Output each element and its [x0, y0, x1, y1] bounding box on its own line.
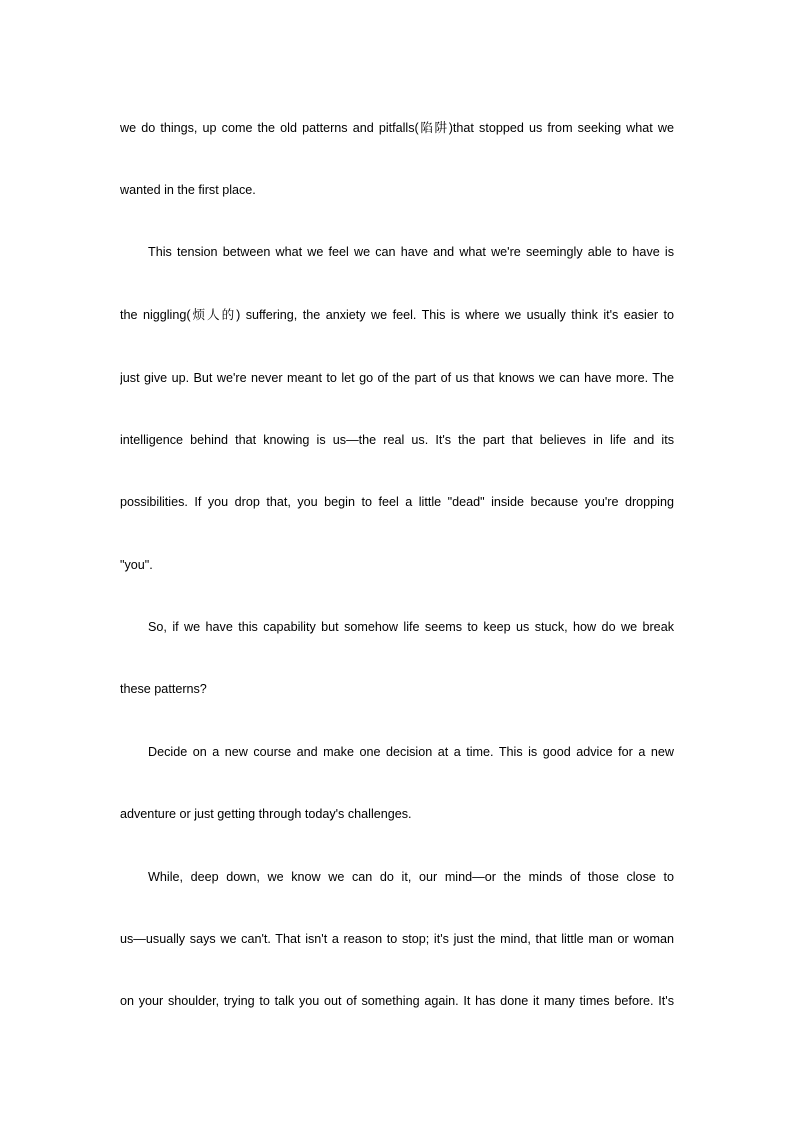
text-line-9: So, if we have this capability but somehow life seems to keep us stuck, how do we break: [148, 620, 674, 634]
text-line-4: the niggling(烦人的) suffering, the anxiety we feel. This is where we usually think it's easier to: [120, 308, 674, 322]
text-line-12: adventure or just getting through today's challenges.: [120, 807, 412, 821]
text-line-13: While, deep down, we know we can do it, our mind—or the minds of those close to: [148, 870, 674, 884]
text-line-3: This tension between what we feel we can have and what we're seemingly able to have is: [148, 245, 674, 259]
text-line-14: us—usually says we can't. That isn't a reason to stop; it's just the mind, that little man or woman: [120, 932, 674, 946]
text-line-11: Decide on a new course and make one decision at a time. This is good advice for a new: [148, 745, 674, 759]
text-line-6: intelligence behind that knowing is us—the real us. It's the part that believes in life and its: [120, 433, 674, 447]
text-line-1: we do things, up come the old patterns and pitfalls(陷阱)that stopped us from seeking what we: [120, 121, 674, 135]
text-line-7: possibilities. If you drop that, you begin to feel a little "dead" inside because you're dropping: [120, 495, 674, 509]
text-line-8: "you".: [120, 558, 153, 572]
text-line-15: on your shoulder, trying to talk you out of something again. It has done it many times before. It's: [120, 994, 674, 1008]
text-line-10: these patterns?: [120, 682, 207, 696]
text-line-5: just give up. But we're never meant to let go of the part of us that knows we can have more. The: [120, 371, 674, 385]
text-line-2: wanted in the first place.: [120, 183, 256, 197]
